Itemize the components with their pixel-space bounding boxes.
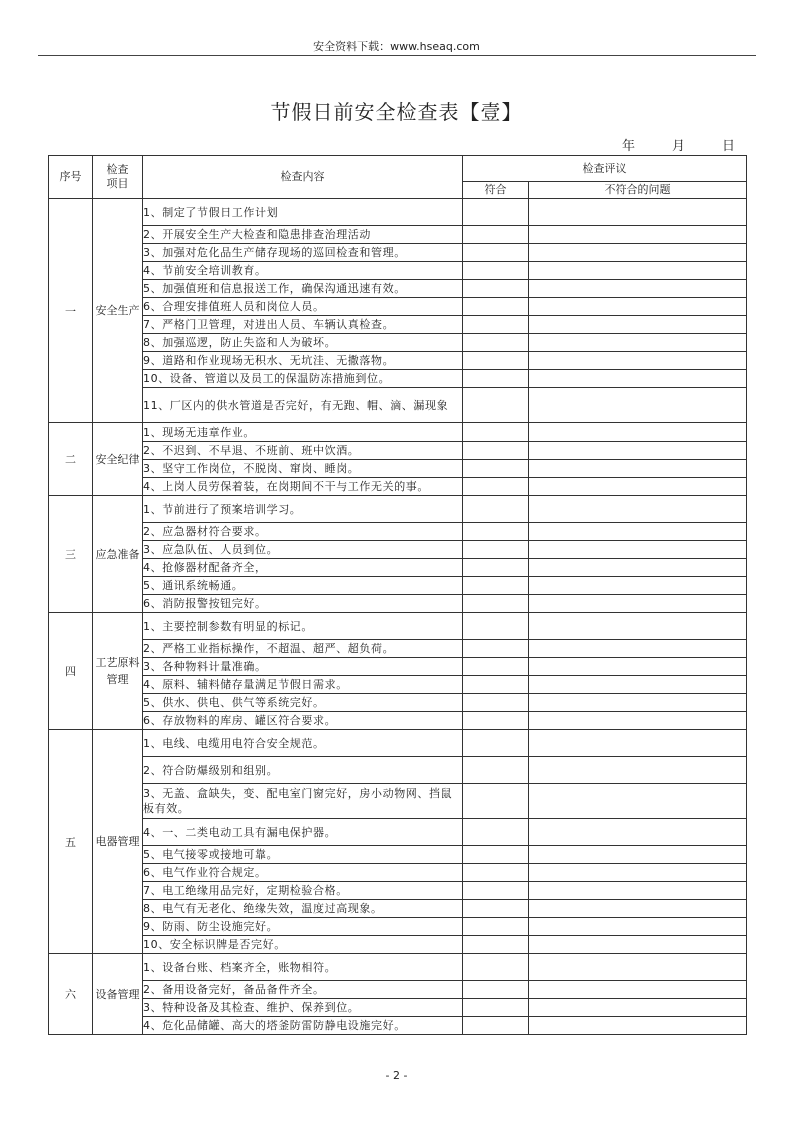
- check-item-text: 1、节前进行了预案培训学习。: [143, 496, 463, 523]
- conform-cell[interactable]: [463, 981, 529, 999]
- table-row: [49, 496, 747, 523]
- table-row: [49, 936, 747, 954]
- conform-cell[interactable]: [463, 1017, 529, 1035]
- date-year-label: 年: [622, 139, 636, 154]
- conform-cell[interactable]: [463, 460, 529, 478]
- conform-cell[interactable]: [463, 936, 529, 954]
- check-item-text: 2、开展安全生产大检查和隐患排查治理活动: [143, 226, 463, 244]
- check-item-text: 10、设备、管道以及员工的保温防冻措施到位。: [143, 370, 463, 388]
- nonconform-cell[interactable]: [529, 936, 747, 954]
- check-item-text: 3、各种物料计量准确。: [143, 658, 463, 676]
- conform-cell[interactable]: [463, 496, 529, 523]
- check-item-text: 2、符合防爆级别和组别。: [143, 757, 463, 784]
- nonconform-cell[interactable]: [529, 864, 747, 882]
- check-item-text: 1、主要控制参数有明显的标记。: [143, 613, 463, 640]
- check-item-text: 1、现场无违章作业。: [143, 423, 463, 442]
- conform-cell[interactable]: [463, 882, 529, 900]
- table-row: [49, 541, 747, 559]
- nonconform-cell[interactable]: [529, 954, 747, 981]
- table-row: [49, 954, 747, 981]
- check-item-text: 4、原料、辅料储存量满足节假日需求。: [143, 676, 463, 694]
- check-item-text: 5、加强值班和信息报送工作，确保沟通迅速有效。: [143, 280, 463, 298]
- table-row: [49, 280, 747, 298]
- nonconform-cell[interactable]: [529, 712, 747, 730]
- inspection-table: [48, 155, 747, 1035]
- nonconform-cell[interactable]: [529, 442, 747, 460]
- conform-cell[interactable]: [463, 819, 529, 846]
- table-row: [49, 523, 747, 541]
- table-row: [49, 226, 747, 244]
- table-row: [49, 694, 747, 712]
- section-category: 电器管理: [93, 730, 143, 954]
- header-evaluation: 检查评议: [463, 156, 747, 182]
- table-row: [49, 478, 747, 496]
- check-item-text: 5、通讯系统畅通。: [143, 577, 463, 595]
- nonconform-cell[interactable]: [529, 882, 747, 900]
- check-item-text: 11、厂区内的供水管道是否完好，有无跑、帽、滴、漏现象: [143, 388, 463, 423]
- table-row: [49, 882, 747, 900]
- conform-cell[interactable]: [463, 577, 529, 595]
- conform-cell[interactable]: [463, 352, 529, 370]
- nonconform-cell[interactable]: [529, 981, 747, 999]
- table-row: [49, 864, 747, 882]
- conform-cell[interactable]: [463, 595, 529, 613]
- table-body: [49, 199, 747, 1035]
- conform-cell[interactable]: [463, 316, 529, 334]
- conform-cell[interactable]: [463, 423, 529, 442]
- nonconform-cell[interactable]: [529, 298, 747, 316]
- section-category: 安全生产: [93, 199, 143, 423]
- nonconform-cell[interactable]: [529, 595, 747, 613]
- nonconform-cell[interactable]: [529, 559, 747, 577]
- check-item-text: 3、无盖、盒缺失，变、配电室门窗完好，房小动物网、挡鼠板有效。: [143, 784, 463, 819]
- conform-cell[interactable]: [463, 784, 529, 819]
- conform-cell[interactable]: [463, 280, 529, 298]
- check-item-text: 2、应急器材符合要求。: [143, 523, 463, 541]
- check-item-text: 4、抢修器材配备齐全，: [143, 559, 463, 577]
- conform-cell[interactable]: [463, 676, 529, 694]
- site-header: 安全资料下载：www.hseaq.com: [313, 40, 480, 53]
- page-number: - 2 -: [385, 1069, 408, 1082]
- table-row: [49, 199, 747, 226]
- nonconform-cell[interactable]: [529, 226, 747, 244]
- nonconform-cell[interactable]: [529, 676, 747, 694]
- check-item-text: 7、电工绝缘用品完好，定期检验合格。: [143, 882, 463, 900]
- table-row: [49, 676, 747, 694]
- conform-cell[interactable]: [463, 613, 529, 640]
- conform-cell[interactable]: [463, 199, 529, 226]
- check-item-text: 2、不迟到、不早退、不班前、班中饮酒。: [143, 442, 463, 460]
- conform-cell[interactable]: [463, 999, 529, 1017]
- check-item-text: 8、电气有无老化、绝缘失效，温度过高现象。: [143, 900, 463, 918]
- check-item-text: 9、防雨、防尘设施完好。: [143, 918, 463, 936]
- conform-cell[interactable]: [463, 334, 529, 352]
- header-nonconform: 不符合的问题: [529, 182, 747, 199]
- table-row: [49, 559, 747, 577]
- check-item-text: 7、严格门卫管理，对进出人员、车辆认真检查。: [143, 316, 463, 334]
- table-row: [49, 784, 747, 819]
- table-row: [49, 757, 747, 784]
- nonconform-cell[interactable]: [529, 999, 747, 1017]
- table-row: [49, 712, 747, 730]
- table-row: [49, 298, 747, 316]
- check-item-text: 3、加强对危化品生产储存现场的巡回检查和管理。: [143, 244, 463, 262]
- table-row: [49, 423, 747, 442]
- table-row: [49, 981, 747, 999]
- check-item-text: 2、备用设备完好，备品备件齐全。: [143, 981, 463, 999]
- nonconform-cell[interactable]: [529, 730, 747, 757]
- nonconform-cell[interactable]: [529, 244, 747, 262]
- header-divider: [38, 55, 756, 56]
- table-row: [49, 999, 747, 1017]
- check-item-text: 8、加强巡逻，防止失盗和人为破坏。: [143, 334, 463, 352]
- nonconform-cell[interactable]: [529, 199, 747, 226]
- nonconform-cell[interactable]: [529, 1017, 747, 1035]
- table-row: [49, 595, 747, 613]
- section-number: 三: [49, 496, 93, 613]
- check-item-text: 9、道路和作业现场无积水、无坑洼、无撒落物。: [143, 352, 463, 370]
- table-row: [49, 730, 747, 757]
- conform-cell[interactable]: [463, 478, 529, 496]
- header-conform: 符合: [463, 182, 529, 199]
- conform-cell[interactable]: [463, 658, 529, 676]
- section-number: 一: [49, 199, 93, 423]
- date-month-label: 月: [672, 139, 686, 154]
- conform-cell[interactable]: [463, 900, 529, 918]
- nonconform-cell[interactable]: [529, 523, 747, 541]
- check-item-text: 2、严格工业指标操作，不超温、超严、超负荷。: [143, 640, 463, 658]
- table-row: [49, 262, 747, 280]
- nonconform-cell[interactable]: [529, 280, 747, 298]
- nonconform-cell[interactable]: [529, 577, 747, 595]
- check-item-text: 6、合理安排值班人员和岗位人员。: [143, 298, 463, 316]
- table-row: [49, 900, 747, 918]
- nonconform-cell[interactable]: [529, 784, 747, 819]
- conform-cell[interactable]: [463, 244, 529, 262]
- nonconform-cell[interactable]: [529, 478, 747, 496]
- table-row: [49, 316, 747, 334]
- nonconform-cell[interactable]: [529, 496, 747, 523]
- conform-cell[interactable]: [463, 442, 529, 460]
- nonconform-cell[interactable]: [529, 388, 747, 423]
- nonconform-cell[interactable]: [529, 460, 747, 478]
- conform-cell[interactable]: [463, 541, 529, 559]
- conform-cell[interactable]: [463, 262, 529, 280]
- table-row: [49, 613, 747, 640]
- table-row: [49, 442, 747, 460]
- section-category: 安全纪律: [93, 423, 143, 496]
- check-item-text: 5、供水、供电、供气等系统完好。: [143, 694, 463, 712]
- conform-cell[interactable]: [463, 559, 529, 577]
- section-category: 设备管理: [93, 954, 143, 1035]
- table-row: [49, 460, 747, 478]
- check-item-text: 6、电气作业符合规定。: [143, 864, 463, 882]
- nonconform-cell[interactable]: [529, 262, 747, 280]
- document-title: 节假日前安全检查表【壹】: [270, 100, 523, 124]
- nonconform-cell[interactable]: [529, 694, 747, 712]
- nonconform-cell[interactable]: [529, 757, 747, 784]
- nonconform-cell[interactable]: [529, 316, 747, 334]
- conform-cell[interactable]: [463, 712, 529, 730]
- check-item-text: 4、危化品储罐、高大的塔釜防雷防静电设施完好。: [143, 1017, 463, 1035]
- nonconform-cell[interactable]: [529, 541, 747, 559]
- table-row: [49, 352, 747, 370]
- nonconform-cell[interactable]: [529, 613, 747, 640]
- nonconform-cell[interactable]: [529, 370, 747, 388]
- table-row: [49, 334, 747, 352]
- nonconform-cell[interactable]: [529, 900, 747, 918]
- date-day-label: 日: [722, 139, 736, 154]
- conform-cell[interactable]: [463, 640, 529, 658]
- header-item: 检查项目: [93, 156, 143, 199]
- check-item-text: 10、安全标识牌是否完好。: [143, 936, 463, 954]
- conform-cell[interactable]: [463, 846, 529, 864]
- conform-cell[interactable]: [463, 918, 529, 936]
- table-row: [49, 577, 747, 595]
- nonconform-cell[interactable]: [529, 640, 747, 658]
- check-item-text: 3、应急队伍、人员到位。: [143, 541, 463, 559]
- check-item-text: 6、消防报警按钮完好。: [143, 595, 463, 613]
- section-number: 六: [49, 954, 93, 1035]
- table-row: [49, 244, 747, 262]
- nonconform-cell[interactable]: [529, 334, 747, 352]
- check-item-text: 1、制定了节假日工作计划: [143, 199, 463, 226]
- conform-cell[interactable]: [463, 757, 529, 784]
- nonconform-cell[interactable]: [529, 658, 747, 676]
- nonconform-cell[interactable]: [529, 819, 747, 846]
- check-item-text: 3、特种设备及其检查、维护、保养到位。: [143, 999, 463, 1017]
- check-item-text: 4、节前安全培训教育。: [143, 262, 463, 280]
- check-item-text: 1、电线、电缆用电符合安全规范。: [143, 730, 463, 757]
- table-row: [49, 918, 747, 936]
- conform-cell[interactable]: [463, 388, 529, 423]
- conform-cell[interactable]: [463, 523, 529, 541]
- conform-cell[interactable]: [463, 694, 529, 712]
- table-row: [49, 1017, 747, 1035]
- check-item-text: 4、一、二类电动工具有漏电保护器。: [143, 819, 463, 846]
- conform-cell[interactable]: [463, 730, 529, 757]
- conform-cell[interactable]: [463, 370, 529, 388]
- header-content: 检查内容: [143, 156, 463, 199]
- header-seq: 序号: [49, 156, 93, 199]
- check-item-text: 5、电气接零或接地可靠。: [143, 846, 463, 864]
- section-category: 应急准备: [93, 496, 143, 613]
- check-item-text: 4、上岗人员劳保着装，在岗期间不干与工作无关的事。: [143, 478, 463, 496]
- conform-cell[interactable]: [463, 864, 529, 882]
- table-row: [49, 388, 747, 423]
- check-item-text: 3、坚守工作岗位，不脱岗、窜岗、睡岗。: [143, 460, 463, 478]
- table-row: [49, 658, 747, 676]
- section-number: 四: [49, 613, 93, 730]
- table-row: [49, 640, 747, 658]
- check-item-text: 6、存放物料的库房、罐区符合要求。: [143, 712, 463, 730]
- conform-cell[interactable]: [463, 954, 529, 981]
- section-number: 二: [49, 423, 93, 496]
- section-number: 五: [49, 730, 93, 954]
- conform-cell[interactable]: [463, 226, 529, 244]
- section-category: 工艺原料管理: [93, 613, 143, 730]
- table-row: [49, 819, 747, 846]
- conform-cell[interactable]: [463, 298, 529, 316]
- nonconform-cell[interactable]: [529, 846, 747, 864]
- nonconform-cell[interactable]: [529, 352, 747, 370]
- nonconform-cell[interactable]: [529, 918, 747, 936]
- table-row: [49, 370, 747, 388]
- check-item-text: 1、设备台账、档案齐全，账物相符。: [143, 954, 463, 981]
- nonconform-cell[interactable]: [529, 423, 747, 442]
- table-row: [49, 846, 747, 864]
